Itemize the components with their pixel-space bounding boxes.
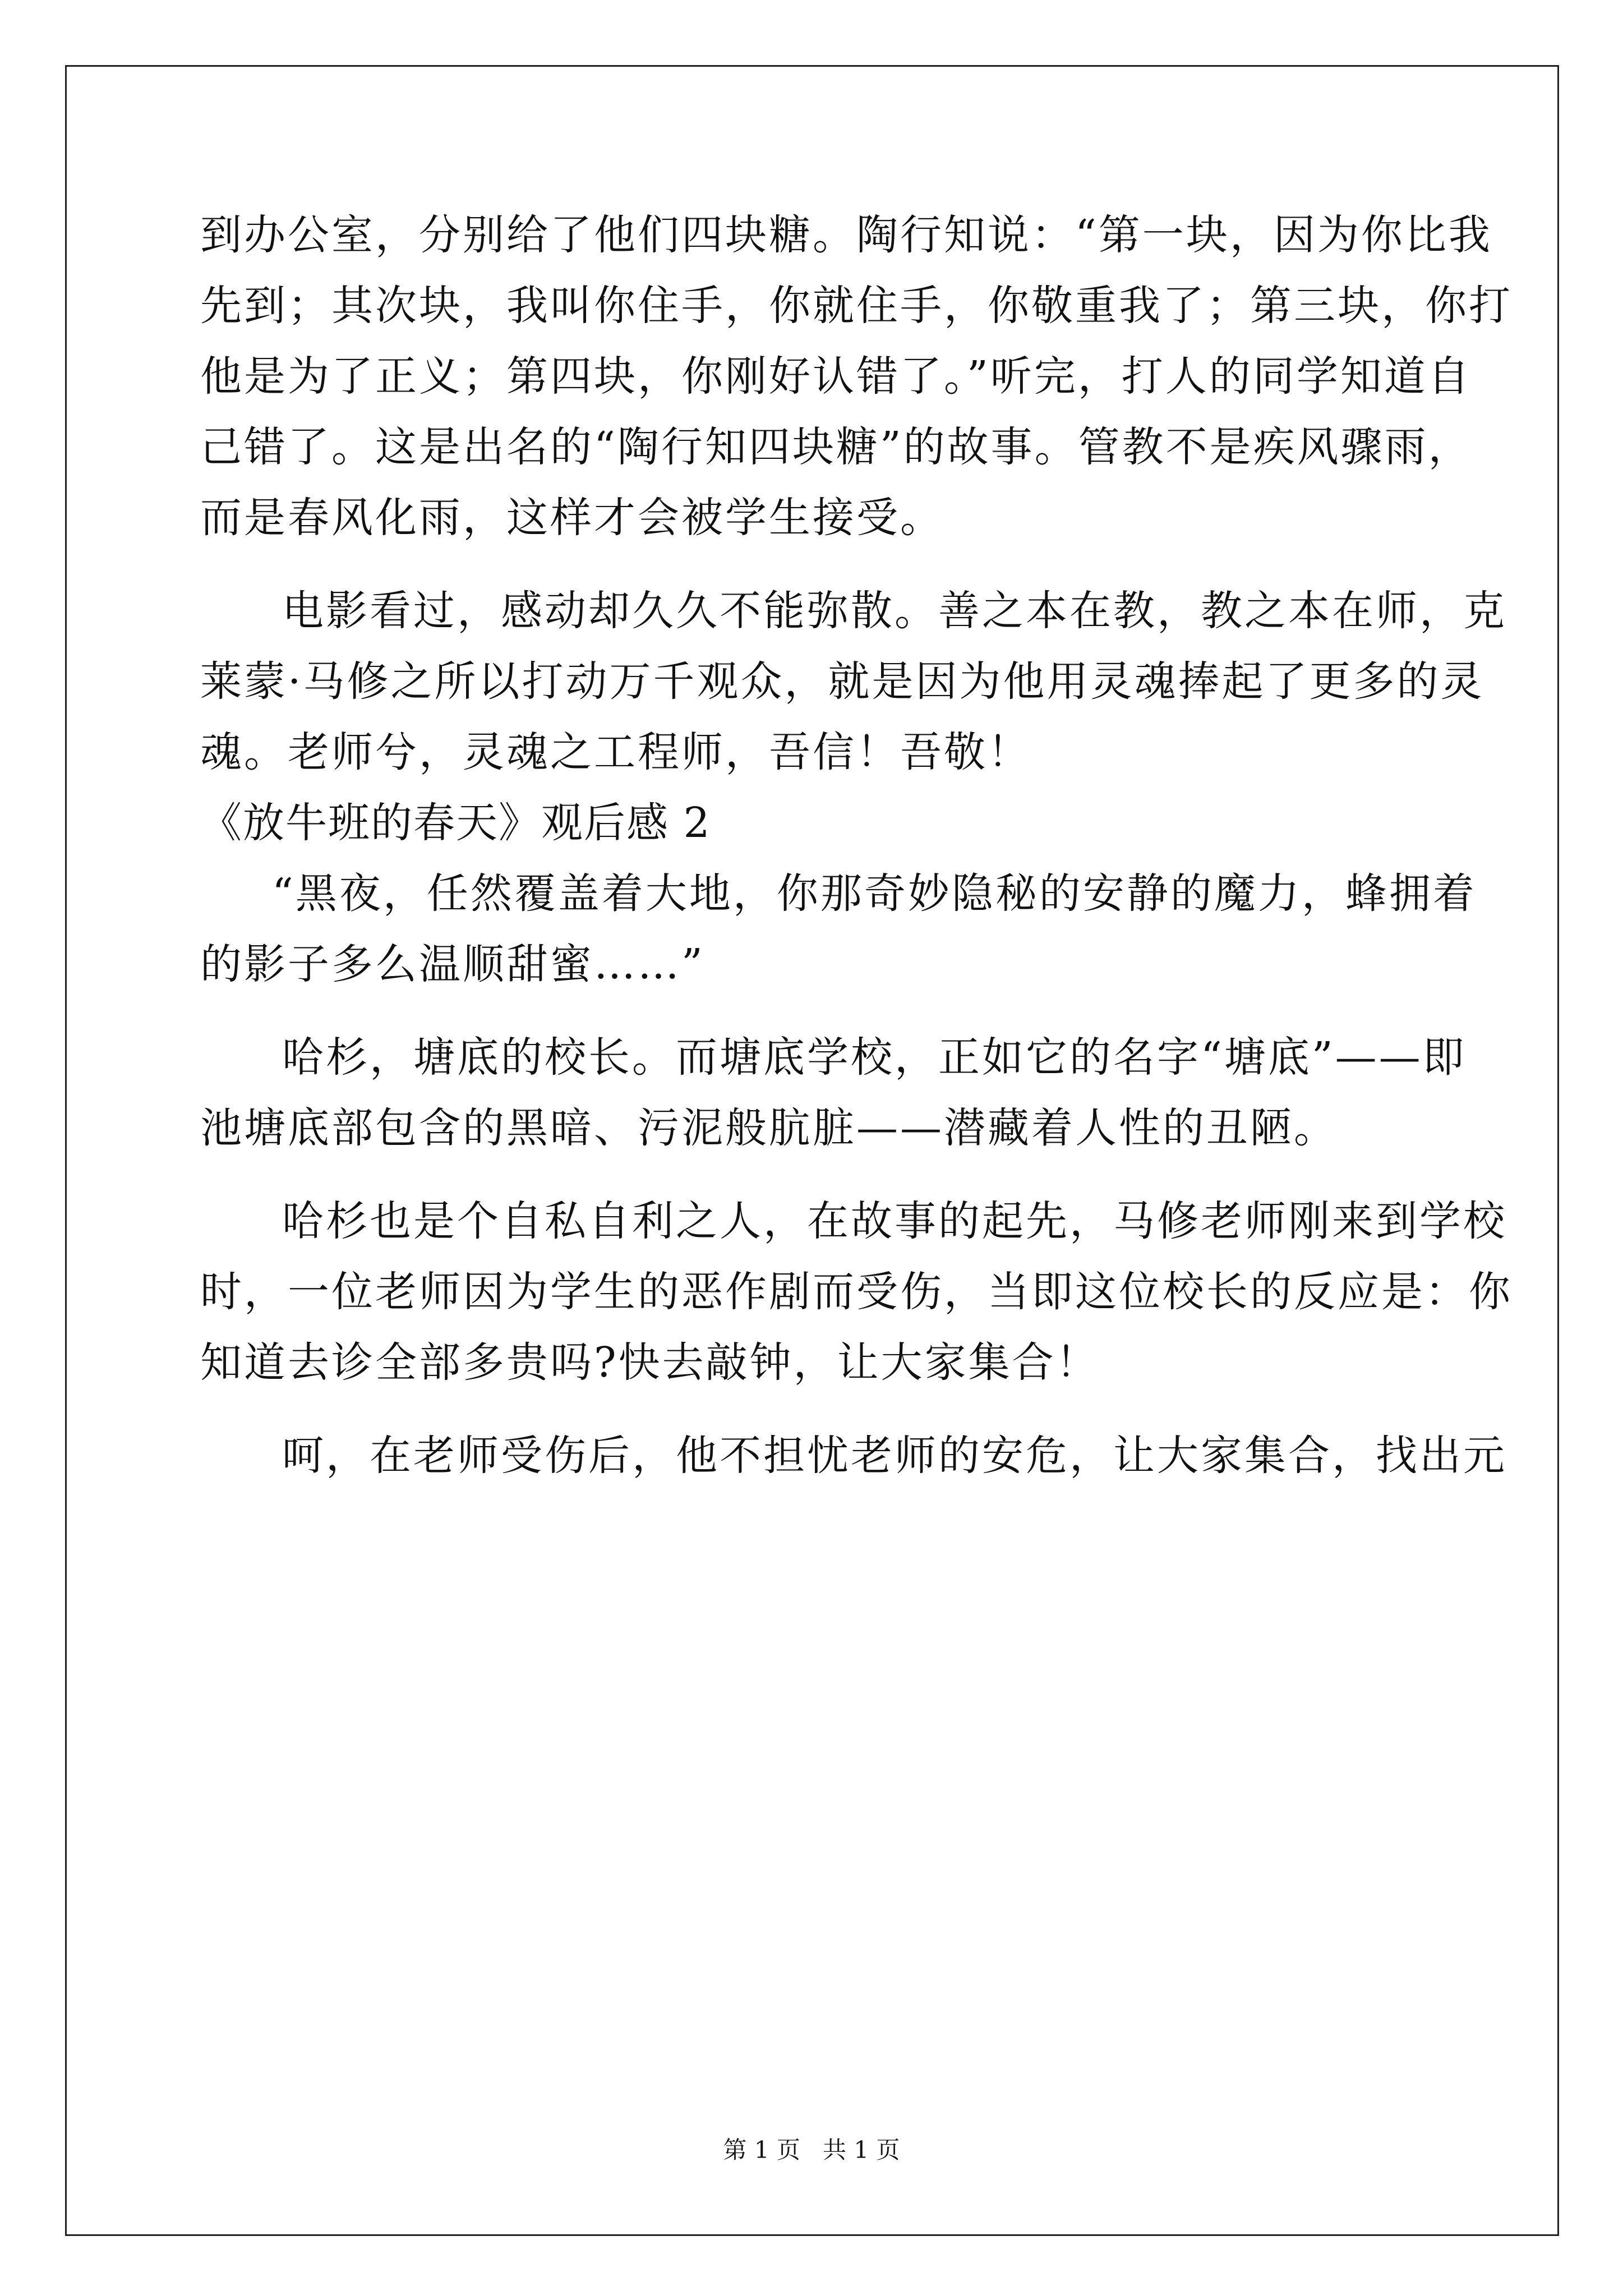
text-line: 哈杉也是个自私自利之人，在故事的起先，马修老师刚来到学校 [282, 1197, 1507, 1245]
text-line: 而是春风化雨，这样才会被学生接受。 [200, 494, 944, 542]
text-line: 己错了。这是出名的“陶行知四块糖”的故事。管教不是疾风骤雨， [200, 423, 1472, 471]
text-line: 到办公室，分别给了他们四块糖。陶行知说：“第一块，因为你比我 [200, 211, 1492, 259]
text-line: 时，一位老师因为学生的恶作剧而受伤，当即这位校长的反应是：你 [200, 1268, 1513, 1316]
page-total: 共 1 页 [823, 2136, 900, 2164]
text-line: 知道去诊全部多贵吗?快去敲钟，让大家集合！ [200, 1338, 1100, 1387]
document-body [200, 200, 1513, 1491]
page-number: 第 1 页 [723, 2136, 800, 2164]
text-line: 电影看过，感动却久久不能弥散。善之本在教，教之本在师，克 [282, 587, 1507, 635]
text-line: “黑夜，任然覆盖着大地，你那奇妙隐秘的安静的魔力，蜂拥着 [272, 869, 1477, 918]
text-line: 先到；其次块，我叫你住手，你就住手，你敬重我了；第三块，你打 [200, 282, 1513, 330]
text-line: 池塘底部包含的黑暗、污泥般肮脏——潜藏着人性的丑陋。 [200, 1104, 1338, 1152]
text-line: 莱蒙·马修之所以打动万千观众，就是因为他用灵魂捧起了更多的灵 [200, 657, 1484, 706]
text-line: 哈杉，塘底的校长。而塘底学校，正如它的名字“塘底”——即 [282, 1033, 1467, 1082]
text-line: 魂。老师兮，灵魂之工程师，吾信！吾敬！ [200, 728, 1031, 776]
section-title: 《放牛班的春天》观后感 2 [200, 799, 711, 847]
text-line: 的影子多么温顺甜蜜……” [200, 940, 705, 988]
text-line: 他是为了正义；第四块，你刚好认错了。”听完，打人的同学知道自 [200, 352, 1472, 401]
page-footer [0, 2132, 1623, 2165]
text-line: 呵，在老师受伤后，他不担忧老师的安危，让大家集合，找出元 [282, 1432, 1507, 1480]
